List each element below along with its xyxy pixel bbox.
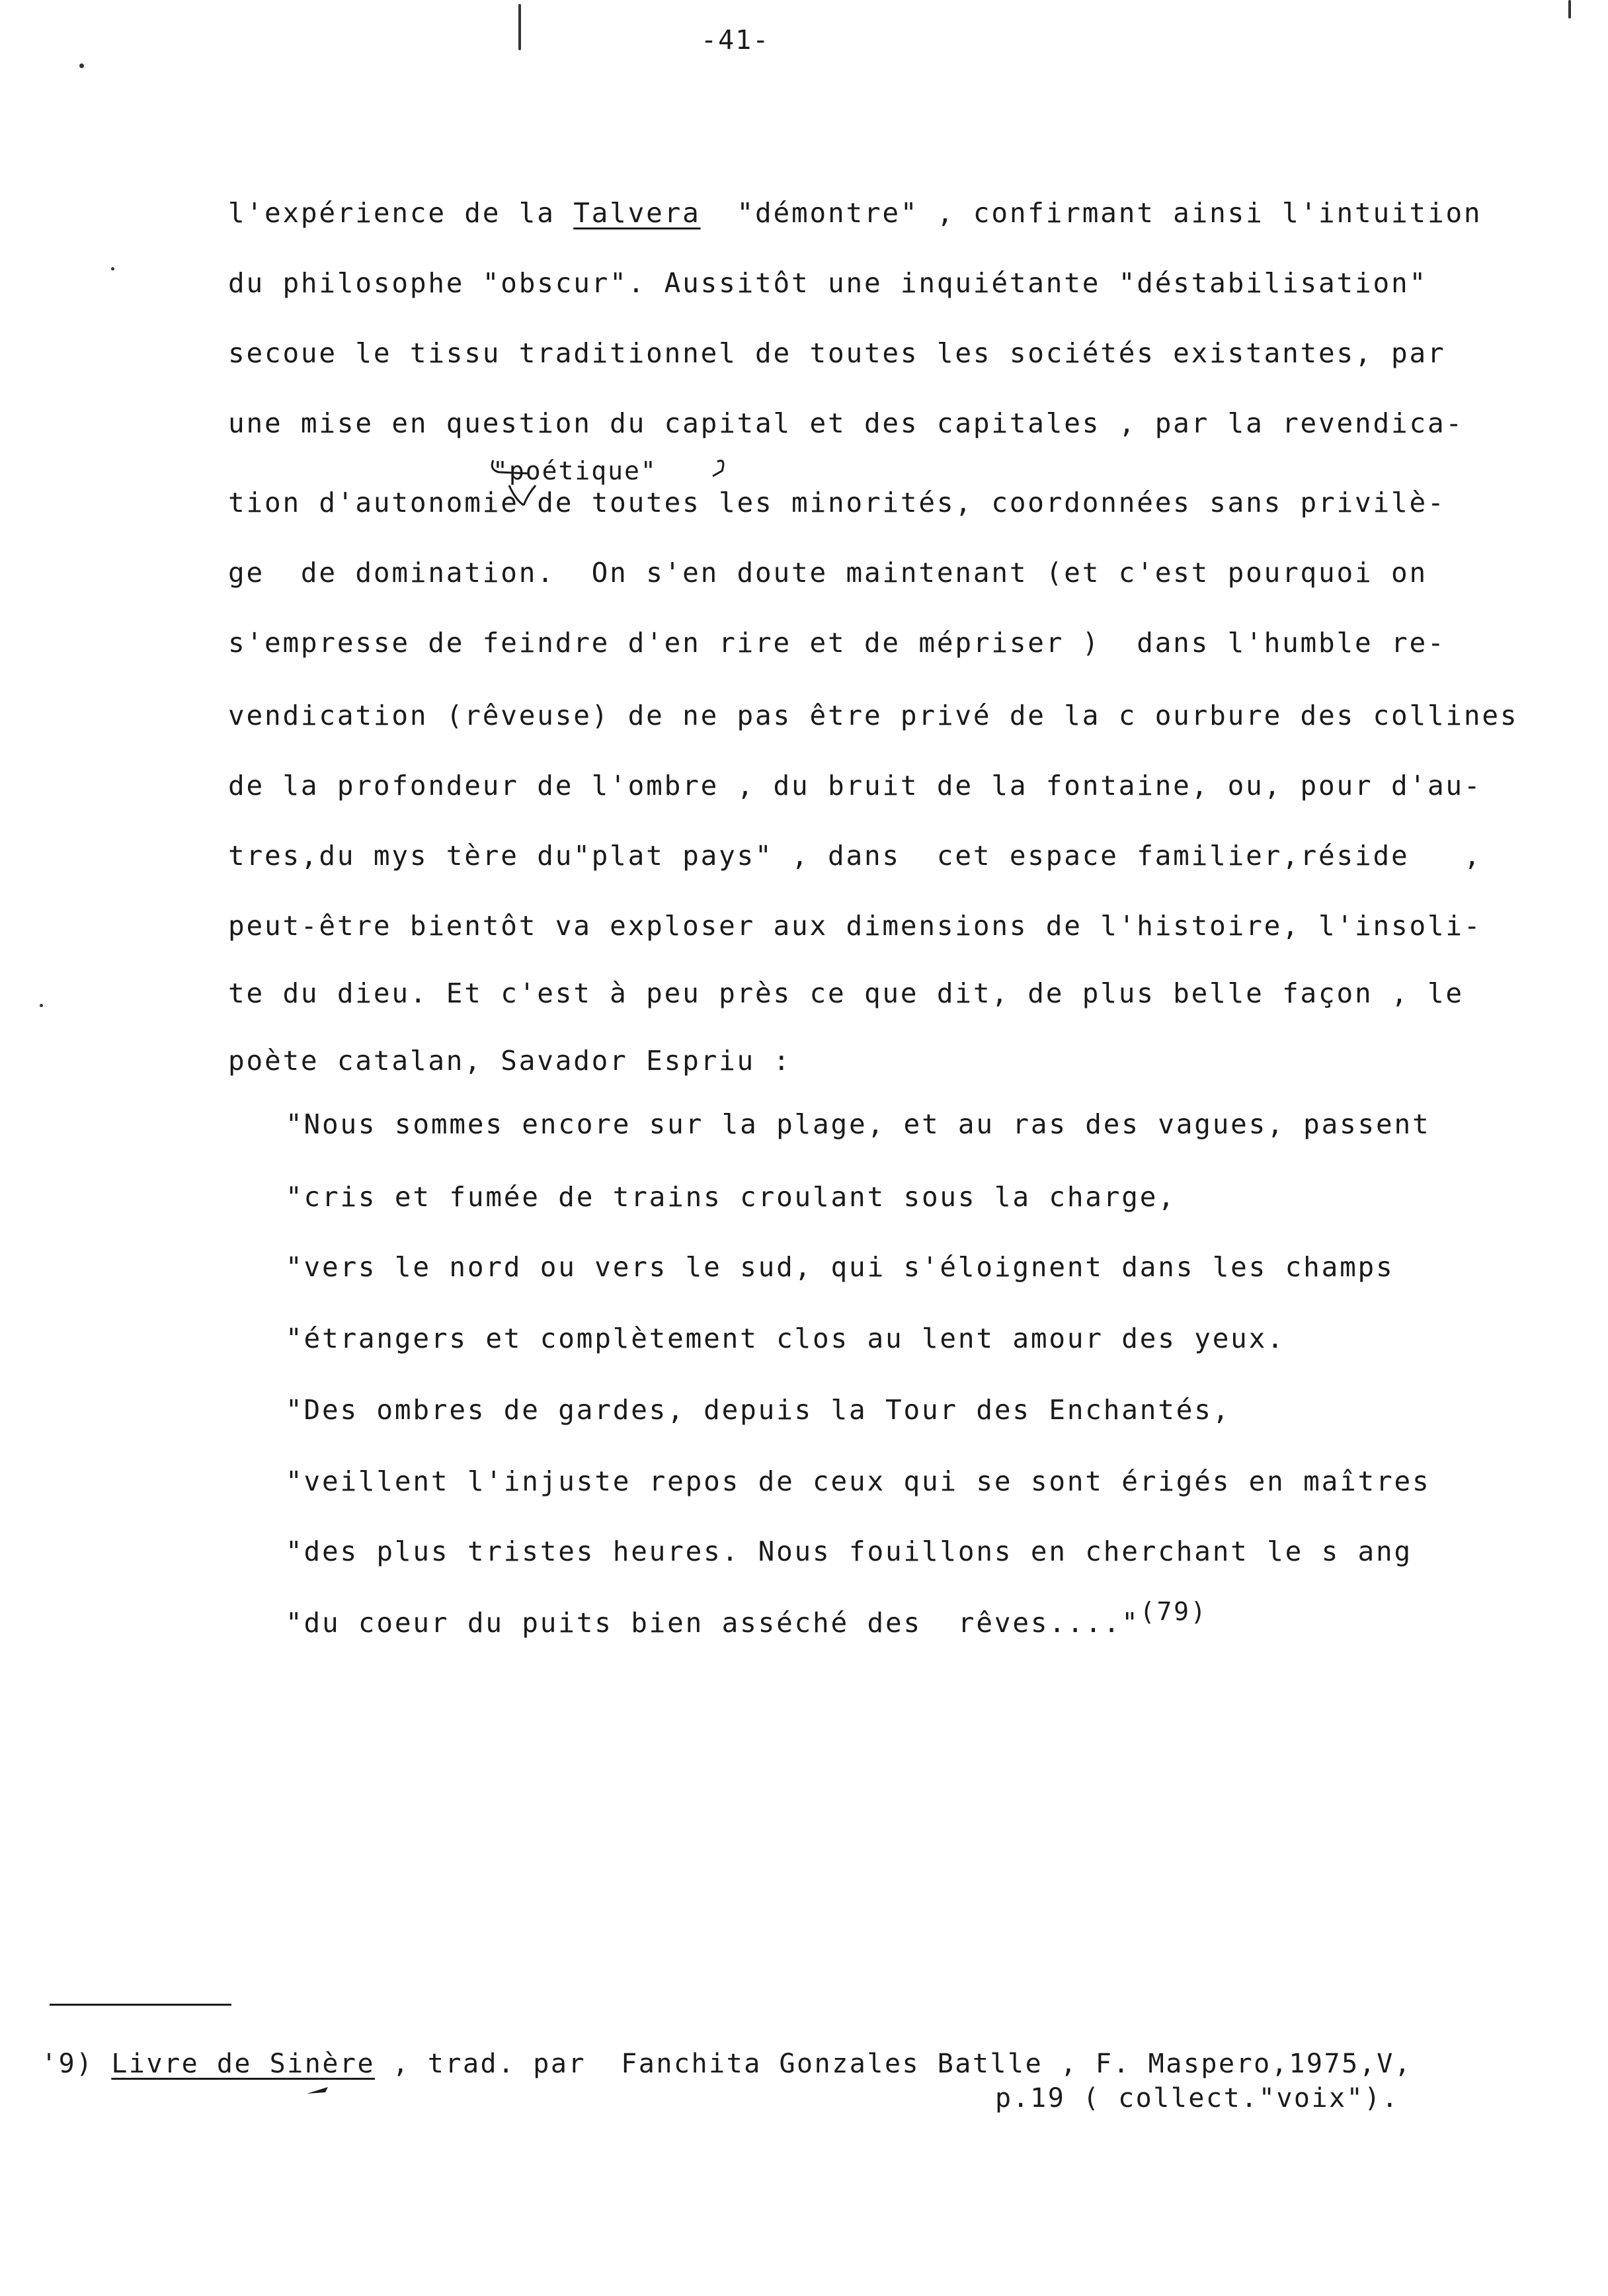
verse-line-5: "Des ombres de gardes, depuis la Tour des Enchantés, [286,1394,1231,1426]
underlined-title: Talvera [573,197,701,229]
footnote-marker: '9) [41,2049,112,2079]
text-line-3: secoue le tissu traditionnel de toutes les sociétés existantes, par [228,337,1446,369]
verse-line-4: "étrangers et complètement clos au lent amour des yeux. [286,1323,1285,1354]
verse-line-1: "Nous sommes encore sur la plage, et au ras des vagues, passent [286,1108,1431,1140]
scan-speck [111,267,114,270]
footnote-reference: (79) [1139,1597,1208,1626]
verse-line-8 [286,1597,1208,1639]
text-segment: l'expérience de la [228,197,574,229]
handwritten-annotation: "poétique" [493,456,657,485]
footnote-divider [50,2004,231,2006]
verse-line-6: "veillent l'injuste repos de ceux qui se sont érigés en maîtres [286,1465,1431,1497]
text-line-12: te du dieu. Et c'est à peu près ce que dit, de plus belle façon , le [228,977,1464,1009]
footnote-title: Livre de Sinère [111,2049,376,2079]
text-line-7: s'empresse de feindre d'en rire et de mépriser ) dans l'humble re- [228,627,1446,659]
footnote-text: , trad. par Fanchita Gonzales Batlle , F. Maspero,1975,V, [375,2049,1412,2079]
verse-line-3: "vers le nord ou vers le sud, qui s'éloignent dans les champs [286,1251,1394,1283]
text-line-1 [228,197,1482,229]
page-number: -41- [701,25,770,56]
scan-speck [40,1004,43,1007]
text-line-5: tion d'autonomie de toutes les minorités, coordonnées sans privilè- [228,487,1446,518]
verse-line-7: "des plus tristes heures. Nous fouillons en cherchant le s ang [286,1536,1413,1567]
verse-line-2: "cris et fumée de trains croulant sous la charge, [286,1181,1176,1213]
footnote-line-1 [41,2049,1412,2079]
text-line-13: poète catalan, Savador Espriu : [228,1045,792,1077]
text-line-10: tres,du mys tère du"plat pays" , dans cet espace familier,réside , [228,840,1482,872]
text-line-4: une mise en question du capital et des capitales , par la revendica- [228,407,1464,439]
text-line-9: de la profondeur de l'ombre , du bruit de la fontaine, ou, pour d'au- [228,770,1482,801]
handwritten-arrow-icon [305,2083,332,2096]
text-line-8: vendication (rêveuse) de ne pas être privé de la c ourbure des collines [228,700,1519,731]
verse-text: "du coeur du puits bien asséché des rêves...." [286,1607,1140,1639]
text-segment: "démontre" , confirmant ainsi l'intuition [700,197,1482,229]
scan-mark [1568,0,1571,19]
text-line-2: du philosophe "obscur". Aussitôt une inquiétante "déstabilisation" [228,267,1427,299]
text-line-11: peut-être bientôt va exploser aux dimensions de l'histoire, l'insoli- [228,910,1482,942]
scan-mark [518,4,521,50]
footnote-line-2: p.19 ( collect."voix"). [995,2083,1400,2113]
text-line-6: ge de domination. On s'en doute maintenant (et c'est pourquoi on [228,557,1427,589]
scan-speck [79,63,84,68]
